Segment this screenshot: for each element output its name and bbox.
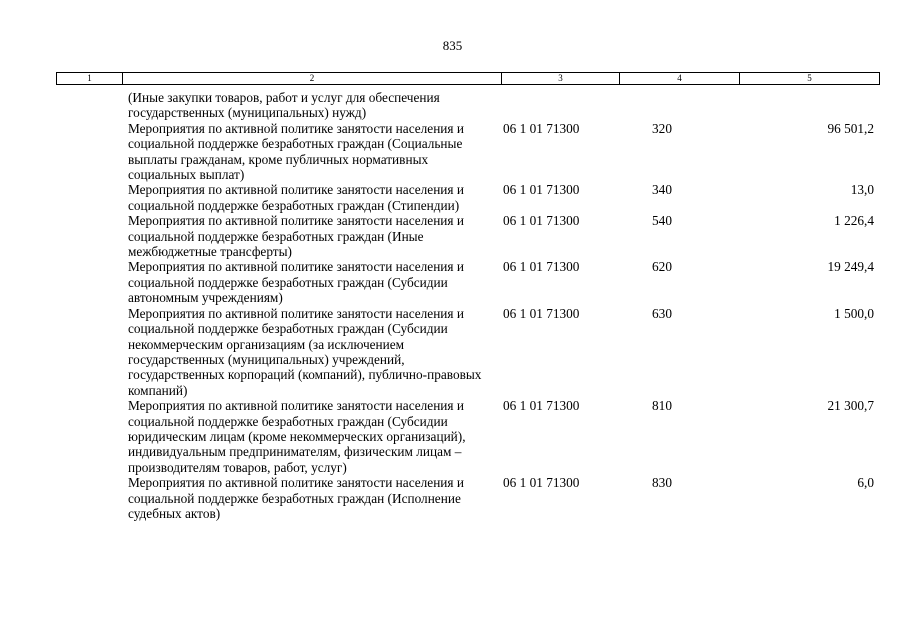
table-row <box>56 213 880 259</box>
table-body <box>56 90 880 521</box>
row-type: 810 <box>652 398 672 414</box>
row-description: Мероприятия по активной политике занятости населения и социальной поддержке безработных граждан (Субсидии автономным учреждениям) <box>128 259 464 306</box>
table-row <box>56 475 880 521</box>
row-code: 06 1 01 71300 <box>503 213 580 229</box>
row-code: 06 1 01 71300 <box>503 475 580 491</box>
table-row <box>56 259 880 305</box>
row-amount: 1 500,0 <box>834 305 874 321</box>
header-col-5: 5 <box>807 73 812 83</box>
row-type: 320 <box>652 120 672 136</box>
row-type: 620 <box>652 259 672 275</box>
table-header <box>56 72 880 85</box>
row-code: 06 1 01 71300 <box>503 182 580 198</box>
row-description: Мероприятия по активной политике занятости населения и социальной поддержке безработных граждан (Социальные выплаты гражданам, кроме публичных нормативных социальных выплат) <box>128 120 464 183</box>
table-row <box>56 306 880 398</box>
row-amount: 6,0 <box>857 475 874 491</box>
row-amount: 13,0 <box>850 182 874 198</box>
row-description: Мероприятия по активной политике занятости населения и социальной поддержке безработных граждан (Иные межбюджетные трансферты) <box>128 213 464 260</box>
row-description: Мероприятия по активной политике занятости населения и социальной поддержке безработных граждан (Стипендии) <box>128 182 464 213</box>
row-type: 340 <box>652 182 672 198</box>
table-row <box>56 398 880 475</box>
header-col-1: 1 <box>57 73 123 84</box>
row-type: 630 <box>652 305 672 321</box>
table-row <box>56 90 880 121</box>
row-type <box>631 90 693 121</box>
row-description: (Иные закупки товаров, работ и услуг для обеспечения государственных (муниципальных) нужд) <box>128 90 440 121</box>
header-col-3: 3 <box>502 73 620 84</box>
row-amount: 1 226,4 <box>834 213 874 229</box>
header-col-4: 4 <box>620 73 740 84</box>
row-code: 06 1 01 71300 <box>503 259 580 275</box>
row-type: 540 <box>652 213 672 229</box>
row-amount: 21 300,7 <box>827 398 874 414</box>
row-code: 06 1 01 71300 <box>503 305 580 321</box>
row-code <box>503 90 631 121</box>
row-amount: 96 501,2 <box>827 120 874 136</box>
table-row <box>56 182 880 213</box>
row-description: Мероприятия по активной политике занятости населения и социальной поддержке безработных граждан (Субсидии юридическим лицам (кроме некоммерческих организаций), индивидуальным предпринимателям, физическим лицам – производителям товаров, работ, услуг) <box>128 398 466 475</box>
page-number: 835 <box>442 38 463 53</box>
row-description: Мероприятия по активной политике занятости населения и социальной поддержке безработных граждан (Субсидии некоммерческим организациям (за исключением государственных (муниципальных) учреждений, государственных корпораций (компаний), публично-правовых компаний) <box>128 305 482 398</box>
row-description: Мероприятия по активной политике занятости населения и социальной поддержке безработных граждан (Исполнение судебных актов) <box>128 475 464 521</box>
header-col-2: 2 <box>123 73 502 84</box>
row-code: 06 1 01 71300 <box>503 120 580 136</box>
table-row <box>56 121 880 183</box>
row-amount <box>693 90 880 121</box>
row-code: 06 1 01 71300 <box>503 398 580 414</box>
row-type: 830 <box>652 475 672 491</box>
row-amount: 19 249,4 <box>827 259 874 275</box>
